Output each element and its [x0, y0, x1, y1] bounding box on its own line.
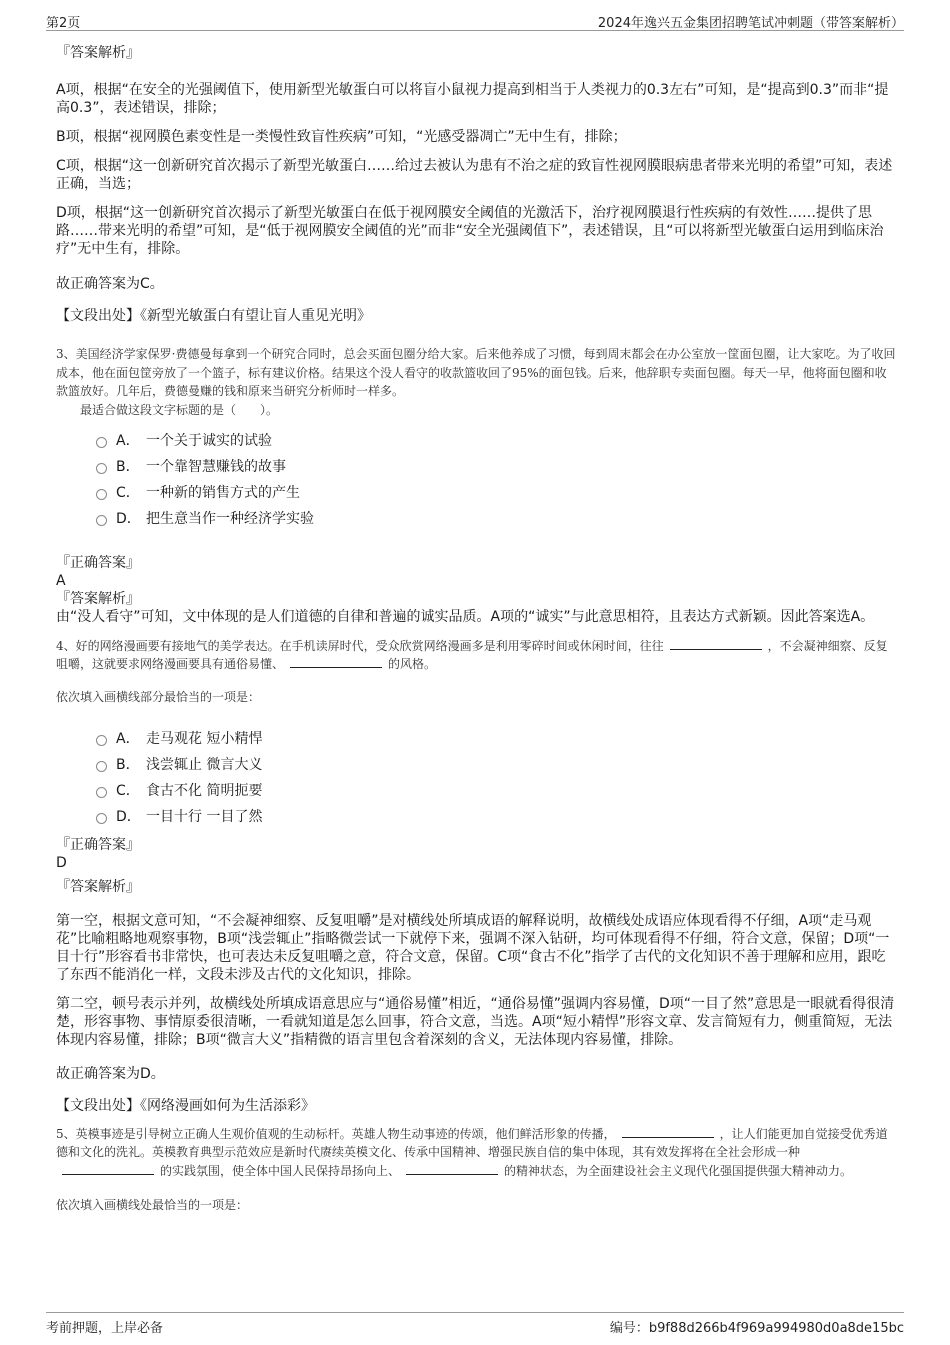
- q3-question-text: 3、美国经济学家保罗·费德曼每拿到一个研究合同时，总会买面包圈分给大家。后来他养成了习惯，每到周末都会在办公室放一筐面包圈，让大家吃。为了收回成本，他在面包筐旁放了一个篮子，标有建议价格。结果这个没人看守的收款篮收回了95%的面包钱。后来，他辞职专卖面包圈。每天一早，他将面包圈和收款篮放好。几年后，费德曼赚的钱和原来当研究分析师时一样多。: [56, 347, 896, 398]
- footer-slogan: 考前押题，上岸必备: [46, 1321, 164, 1336]
- q3-option-a[interactable]: A． 一个关于诚实的试验: [96, 428, 896, 454]
- radio-icon[interactable]: [96, 515, 107, 526]
- q4-option-b[interactable]: B． 浅尝辄止 微言大义: [96, 752, 896, 778]
- page-number: 第2页: [46, 16, 81, 31]
- document-title: 2024年逸兴五金集团招聘笔试冲刺题（带答案解析）: [597, 16, 904, 31]
- q4-analysis-label: 『答案解析』: [56, 878, 140, 895]
- page-header: [46, 0, 904, 31]
- q4-option-d[interactable]: D． 一目十行 一目了然: [96, 804, 896, 830]
- q2-conclusion: 故正确答案为C。: [56, 276, 164, 292]
- q3-analysis-label: 『答案解析』: [56, 590, 140, 607]
- q4-analysis-blank-1: 第一空，根据文意可知，“不会凝神细察、反复咀嚼”是对横线处所填成语的解释说明，故横线处成语应体现看得不仔细，A项“走马观花”比喻粗略地观察事物，B项“浅尝辄止”指略微尝试一下就停下来，强调不深入钻研，均可体现看得不仔细，符合文意，保留；D项“一目十行”形容看书非常快，也可表达未反复咀嚼之意，符合文意，保留。C项“食古不化”指学了古代的文化知识不善于理解和应用，跟吃了东西不能消化一样，文段未涉及古代的文化知识，排除。: [56, 912, 890, 983]
- q3-option-d[interactable]: D． 把生意当作一种经济学实验: [96, 506, 896, 532]
- fill-blank: [406, 1163, 498, 1175]
- page-footer: [46, 1312, 904, 1341]
- page-body: [56, 44, 896, 1214]
- q5-prompt: 依次填入画横线处最恰当的一项是：: [56, 1198, 249, 1212]
- q4-prompt: 依次填入画横线部分最恰当的一项是：: [56, 689, 261, 704]
- radio-icon[interactable]: [96, 437, 107, 448]
- q2-analysis-b: B项，根据“视网膜色素变性是一类慢性致盲性疾病”可知，“光感受器凋亡”无中生有，排除；: [56, 129, 627, 145]
- q4-answer-label: 『正确答案』: [56, 836, 140, 853]
- radio-icon[interactable]: [96, 735, 107, 746]
- document-id: 编号：b9f88d266b4f969a994980d0a8de15bc: [609, 1321, 904, 1336]
- q3-prompt: 最适合做这段文字标题的是（ ）。: [80, 402, 279, 417]
- q3-option-b[interactable]: B． 一个靠智慧赚钱的故事: [96, 454, 896, 480]
- q4-option-a[interactable]: A． 走马观花 短小精悍: [96, 726, 896, 752]
- q4-analysis-blank-2: 第二空，顿号表示并列，故横线处所填成语意思应与“通俗易懂”相近，“通俗易懂”强调内容易懂，D项“一目了然”意思是一眼就看得很清楚，形容事物、事情原委很清晰，一看就知道是怎么回事，符合文意，当选。A项“短小精悍”形容文章、发言简短有力，侧重简短，无法体现内容易懂，排除；B项“微言大义”指精微的语言里包含着深刻的含义，无法体现内容易懂，排除。: [56, 995, 895, 1048]
- q2-source: 【文段出处】《新型光敏蛋白有望让盲人重见光明》: [56, 308, 371, 324]
- radio-icon[interactable]: [96, 787, 107, 798]
- fill-blank: [62, 1163, 154, 1175]
- q4-conclusion: 故正确答案为D。: [56, 1065, 165, 1082]
- q3-answer-label: 『正确答案』: [56, 554, 140, 571]
- q2-analysis-label: 『答案解析』: [56, 45, 140, 61]
- q5-question-text: 5、英模事迹是引导树立正确人生观价值观的生动标杆。英雄人物生动事迹的传颂，他们鲜活形象的传播， ，让人们能更加自觉接受优秀道德和文化的洗礼。英模教育典型示范效应是新时代赓续英模文化、传承中国精神、增强民族自信的集中体现，其有效发挥将在全社会形成一种的实践氛围，使全体中国人民保持昂扬向上、 的精神状态，为全面建设社会主义现代化强国提供强大精神动力。: [56, 1126, 888, 1178]
- q4-question-text: 4、好的网络漫画要有接地气的美学表达。在手机读屏时代，受众欣赏网络漫画多是利用零碎时间或休闲时间，往往 ，不会凝神细察、反复咀嚼，这就要求网络漫画要具有通俗易懂、 的风格。: [56, 638, 888, 671]
- q3-analysis: 由“没人看守”可知，文中体现的是人们道德的自律和普遍的诚实品质。A项的“诚实”与此意思相符，且表达方式新颖。因此答案选A。: [56, 608, 875, 625]
- q4-source: 【文段出处】《网络漫画如何为生活添彩》: [56, 1097, 315, 1114]
- q3-option-c[interactable]: C． 一种新的销售方式的产生: [96, 480, 896, 506]
- fill-blank: [670, 638, 762, 650]
- radio-icon[interactable]: [96, 761, 107, 772]
- q4-options: [96, 726, 896, 830]
- fill-blank: [622, 1126, 714, 1138]
- q4-option-c[interactable]: C． 食古不化 简明扼要: [96, 778, 896, 804]
- q4-answer: D: [56, 854, 67, 871]
- q2-analysis-d: D项，根据“这一创新研究首次揭示了新型光敏蛋白在低于视网膜安全阈值的光激活下，治疗视网膜退行性疾病的有效性……提供了思路……带来光明的希望”可知，是“低于视网膜安全阈值的光”而非“安全光强阈值下”，表述错误，且“可以将新型光敏蛋白运用到临床治疗”无中生有，排除。: [56, 205, 884, 257]
- radio-icon[interactable]: [96, 463, 107, 474]
- q2-analysis-c: C项，根据“这一创新研究首次揭示了新型光敏蛋白……给过去被认为患有不治之症的致盲性视网膜眼病患者带来光明的希望”可知，表述正确，当选；: [56, 158, 893, 192]
- fill-blank: [290, 656, 382, 668]
- radio-icon[interactable]: [96, 489, 107, 500]
- q3-options: [96, 428, 896, 532]
- radio-icon[interactable]: [96, 813, 107, 824]
- q2-analysis-a: A项，根据“在安全的光强阈值下，使用新型光敏蛋白可以将盲小鼠视力提高到相当于人类视力的0.3左右”可知，是“提高到0.3”而非“提高0.3”，表述错误，排除；: [56, 82, 889, 116]
- q3-answer: A: [56, 572, 66, 589]
